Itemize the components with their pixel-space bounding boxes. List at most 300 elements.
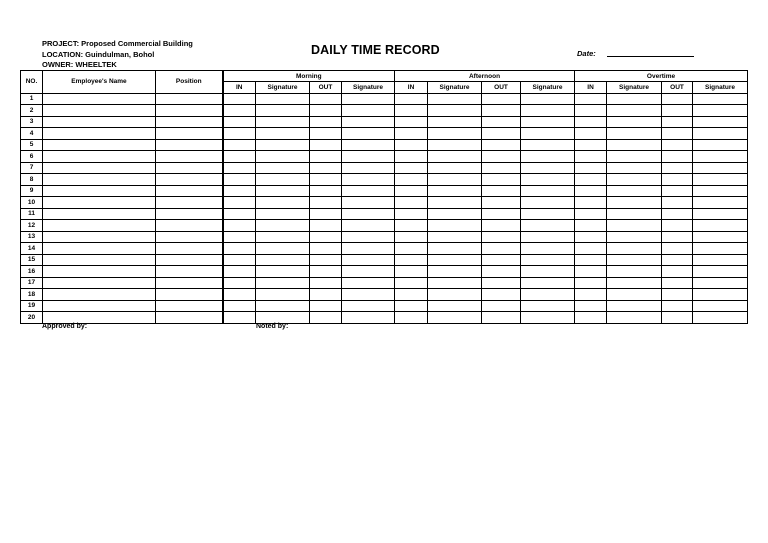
morning-signature-2-cell[interactable] <box>342 231 395 243</box>
overtime-in-cell[interactable] <box>575 312 607 324</box>
afternoon-signature-2-cell[interactable] <box>521 162 575 174</box>
table-row <box>21 208 748 220</box>
overtime-signature-cell[interactable] <box>607 185 662 197</box>
morning-out-cell[interactable] <box>310 312 342 324</box>
employee-name-cell[interactable] <box>43 220 156 232</box>
morning-signature-cell[interactable] <box>256 139 310 151</box>
afternoon-out-cell[interactable] <box>482 243 521 255</box>
afternoon-signature-cell[interactable] <box>428 254 482 266</box>
position-cell[interactable] <box>156 254 223 266</box>
morning-signature-cell[interactable] <box>256 300 310 312</box>
afternoon-out-cell[interactable] <box>482 174 521 186</box>
position-cell[interactable] <box>156 139 223 151</box>
overtime-signature-2-cell[interactable] <box>693 266 748 278</box>
overtime-out-cell[interactable] <box>662 162 693 174</box>
overtime-signature-cell[interactable] <box>607 128 662 140</box>
afternoon-signature-2-cell[interactable] <box>521 105 575 117</box>
afternoon-out-cell[interactable] <box>482 185 521 197</box>
morning-signature-2-cell[interactable] <box>342 266 395 278</box>
morning-signature-cell[interactable] <box>256 254 310 266</box>
overtime-signature-cell[interactable] <box>607 139 662 151</box>
afternoon-out-cell[interactable] <box>482 231 521 243</box>
afternoon-out-cell[interactable] <box>482 277 521 289</box>
overtime-signature-2-cell[interactable] <box>693 208 748 220</box>
table-row <box>21 289 748 301</box>
overtime-out-cell[interactable] <box>662 185 693 197</box>
morning-out-cell[interactable] <box>310 243 342 255</box>
employee-name-cell[interactable] <box>43 254 156 266</box>
overtime-signature-cell[interactable] <box>607 105 662 117</box>
afternoon-signature-cell[interactable] <box>428 208 482 220</box>
position-cell[interactable] <box>156 151 223 163</box>
morning-signature-2-cell[interactable] <box>342 128 395 140</box>
overtime-in-cell[interactable] <box>575 105 607 117</box>
table-row <box>21 174 748 186</box>
morning-signature-2-cell[interactable] <box>342 243 395 255</box>
morning-in-cell[interactable] <box>223 277 256 289</box>
employee-name-cell[interactable] <box>43 151 156 163</box>
morning-signature-cell[interactable] <box>256 312 310 324</box>
header-afternoon-signature: Signature <box>428 82 482 94</box>
morning-out-cell[interactable] <box>310 197 342 209</box>
position-cell[interactable] <box>156 197 223 209</box>
afternoon-out-cell[interactable] <box>482 93 521 105</box>
afternoon-in-cell[interactable] <box>395 197 428 209</box>
header-afternoon-in: IN <box>395 82 428 94</box>
morning-in-cell[interactable] <box>223 197 256 209</box>
overtime-signature-2-cell[interactable] <box>693 289 748 301</box>
morning-in-cell[interactable] <box>223 116 256 128</box>
afternoon-in-cell[interactable] <box>395 162 428 174</box>
morning-out-cell[interactable] <box>310 128 342 140</box>
morning-signature-2-cell[interactable] <box>342 277 395 289</box>
morning-in-cell[interactable] <box>223 220 256 232</box>
afternoon-signature-2-cell[interactable] <box>521 243 575 255</box>
employee-name-cell[interactable] <box>43 208 156 220</box>
morning-in-cell[interactable] <box>223 208 256 220</box>
morning-in-cell[interactable] <box>223 128 256 140</box>
employee-name-cell[interactable] <box>43 231 156 243</box>
afternoon-in-cell[interactable] <box>395 128 428 140</box>
overtime-out-cell[interactable] <box>662 254 693 266</box>
morning-signature-cell[interactable] <box>256 197 310 209</box>
morning-out-cell[interactable] <box>310 254 342 266</box>
morning-signature-cell[interactable] <box>256 185 310 197</box>
afternoon-in-cell[interactable] <box>395 151 428 163</box>
afternoon-signature-cell[interactable] <box>428 312 482 324</box>
overtime-out-cell[interactable] <box>662 174 693 186</box>
afternoon-signature-2-cell[interactable] <box>521 197 575 209</box>
date-field[interactable] <box>607 56 694 57</box>
overtime-signature-cell[interactable] <box>607 151 662 163</box>
morning-signature-cell[interactable] <box>256 174 310 186</box>
morning-out-cell[interactable] <box>310 116 342 128</box>
overtime-out-cell[interactable] <box>662 116 693 128</box>
overtime-in-cell[interactable] <box>575 116 607 128</box>
afternoon-signature-cell[interactable] <box>428 174 482 186</box>
position-cell[interactable] <box>156 116 223 128</box>
overtime-signature-cell[interactable] <box>607 289 662 301</box>
table-row <box>21 93 748 105</box>
afternoon-signature-cell[interactable] <box>428 243 482 255</box>
overtime-signature-cell[interactable] <box>607 220 662 232</box>
afternoon-in-cell[interactable] <box>395 231 428 243</box>
position-cell[interactable] <box>156 312 223 324</box>
overtime-in-cell[interactable] <box>575 231 607 243</box>
afternoon-signature-2-cell[interactable] <box>521 266 575 278</box>
position-cell[interactable] <box>156 93 223 105</box>
afternoon-out-cell[interactable] <box>482 128 521 140</box>
afternoon-out-cell[interactable] <box>482 208 521 220</box>
position-cell[interactable] <box>156 105 223 117</box>
morning-signature-cell[interactable] <box>256 243 310 255</box>
position-cell[interactable] <box>156 208 223 220</box>
overtime-signature-cell[interactable] <box>607 208 662 220</box>
position-cell[interactable] <box>156 289 223 301</box>
position-cell[interactable] <box>156 220 223 232</box>
afternoon-in-cell[interactable] <box>395 139 428 151</box>
position-cell[interactable] <box>156 300 223 312</box>
overtime-in-cell[interactable] <box>575 93 607 105</box>
header-overtime-signature-2: Signature <box>693 82 748 94</box>
overtime-signature-2-cell[interactable] <box>693 174 748 186</box>
afternoon-signature-cell[interactable] <box>428 105 482 117</box>
afternoon-out-cell[interactable] <box>482 162 521 174</box>
morning-signature-2-cell[interactable] <box>342 151 395 163</box>
afternoon-signature-2-cell[interactable] <box>521 208 575 220</box>
overtime-in-cell[interactable] <box>575 185 607 197</box>
morning-signature-cell[interactable] <box>256 231 310 243</box>
overtime-in-cell[interactable] <box>575 128 607 140</box>
afternoon-signature-2-cell[interactable] <box>521 151 575 163</box>
overtime-out-cell[interactable] <box>662 312 693 324</box>
afternoon-in-cell[interactable] <box>395 312 428 324</box>
table-row <box>21 277 748 289</box>
overtime-out-cell[interactable] <box>662 220 693 232</box>
overtime-in-cell[interactable] <box>575 220 607 232</box>
morning-out-cell[interactable] <box>310 105 342 117</box>
morning-in-cell[interactable] <box>223 266 256 278</box>
afternoon-signature-2-cell[interactable] <box>521 312 575 324</box>
afternoon-out-cell[interactable] <box>482 254 521 266</box>
morning-signature-2-cell[interactable] <box>342 220 395 232</box>
afternoon-out-cell[interactable] <box>482 312 521 324</box>
afternoon-in-cell[interactable] <box>395 105 428 117</box>
overtime-in-cell[interactable] <box>575 300 607 312</box>
overtime-out-cell[interactable] <box>662 277 693 289</box>
position-cell[interactable] <box>156 128 223 140</box>
overtime-signature-cell[interactable] <box>607 231 662 243</box>
afternoon-signature-cell[interactable] <box>428 162 482 174</box>
employee-name-cell[interactable] <box>43 266 156 278</box>
overtime-signature-2-cell[interactable] <box>693 220 748 232</box>
overtime-signature-2-cell[interactable] <box>693 162 748 174</box>
morning-out-cell[interactable] <box>310 162 342 174</box>
afternoon-in-cell[interactable] <box>395 93 428 105</box>
morning-signature-2-cell[interactable] <box>342 312 395 324</box>
afternoon-signature-cell[interactable] <box>428 93 482 105</box>
morning-in-cell[interactable] <box>223 105 256 117</box>
overtime-out-cell[interactable] <box>662 231 693 243</box>
overtime-in-cell[interactable] <box>575 277 607 289</box>
employee-name-cell[interactable] <box>43 312 156 324</box>
row-number: 19 <box>21 300 43 312</box>
overtime-signature-2-cell[interactable] <box>693 277 748 289</box>
afternoon-signature-cell[interactable] <box>428 197 482 209</box>
morning-in-cell[interactable] <box>223 289 256 301</box>
overtime-out-cell[interactable] <box>662 243 693 255</box>
morning-out-cell[interactable] <box>310 231 342 243</box>
morning-out-cell[interactable] <box>310 208 342 220</box>
overtime-signature-2-cell[interactable] <box>693 254 748 266</box>
afternoon-signature-cell[interactable] <box>428 300 482 312</box>
employee-name-cell[interactable] <box>43 128 156 140</box>
overtime-signature-cell[interactable] <box>607 162 662 174</box>
date-label: Date: <box>577 49 596 58</box>
employee-name-cell[interactable] <box>43 93 156 105</box>
overtime-in-cell[interactable] <box>575 254 607 266</box>
overtime-signature-cell[interactable] <box>607 243 662 255</box>
employee-name-cell[interactable] <box>43 139 156 151</box>
afternoon-out-cell[interactable] <box>482 105 521 117</box>
afternoon-signature-cell[interactable] <box>428 185 482 197</box>
employee-name-cell[interactable] <box>43 300 156 312</box>
afternoon-signature-cell[interactable] <box>428 139 482 151</box>
afternoon-out-cell[interactable] <box>482 289 521 301</box>
overtime-signature-2-cell[interactable] <box>693 105 748 117</box>
afternoon-signature-2-cell[interactable] <box>521 139 575 151</box>
overtime-signature-cell[interactable] <box>607 266 662 278</box>
morning-signature-cell[interactable] <box>256 128 310 140</box>
position-cell[interactable] <box>156 162 223 174</box>
morning-in-cell[interactable] <box>223 254 256 266</box>
afternoon-signature-cell[interactable] <box>428 128 482 140</box>
position-cell[interactable] <box>156 174 223 186</box>
afternoon-out-cell[interactable] <box>482 197 521 209</box>
overtime-out-cell[interactable] <box>662 105 693 117</box>
afternoon-signature-2-cell[interactable] <box>521 185 575 197</box>
overtime-in-cell[interactable] <box>575 289 607 301</box>
overtime-signature-cell[interactable] <box>607 254 662 266</box>
afternoon-in-cell[interactable] <box>395 289 428 301</box>
position-cell[interactable] <box>156 277 223 289</box>
afternoon-signature-cell[interactable] <box>428 277 482 289</box>
morning-out-cell[interactable] <box>310 266 342 278</box>
employee-name-cell[interactable] <box>43 243 156 255</box>
overtime-out-cell[interactable] <box>662 139 693 151</box>
overtime-out-cell[interactable] <box>662 93 693 105</box>
afternoon-signature-cell[interactable] <box>428 231 482 243</box>
overtime-in-cell[interactable] <box>575 174 607 186</box>
afternoon-signature-2-cell[interactable] <box>521 277 575 289</box>
afternoon-signature-2-cell[interactable] <box>521 174 575 186</box>
header-morning-out: OUT <box>310 82 342 94</box>
overtime-signature-2-cell[interactable] <box>693 128 748 140</box>
morning-signature-2-cell[interactable] <box>342 300 395 312</box>
morning-out-cell[interactable] <box>310 93 342 105</box>
morning-signature-2-cell[interactable] <box>342 289 395 301</box>
morning-in-cell[interactable] <box>223 162 256 174</box>
morning-out-cell[interactable] <box>310 300 342 312</box>
morning-signature-cell[interactable] <box>256 162 310 174</box>
morning-signature-cell[interactable] <box>256 220 310 232</box>
morning-out-cell[interactable] <box>310 220 342 232</box>
afternoon-signature-2-cell[interactable] <box>521 254 575 266</box>
row-number: 4 <box>21 128 43 140</box>
overtime-signature-2-cell[interactable] <box>693 151 748 163</box>
morning-in-cell[interactable] <box>223 93 256 105</box>
overtime-in-cell[interactable] <box>575 162 607 174</box>
morning-in-cell[interactable] <box>223 151 256 163</box>
afternoon-signature-2-cell[interactable] <box>521 231 575 243</box>
morning-in-cell[interactable] <box>223 231 256 243</box>
afternoon-in-cell[interactable] <box>395 300 428 312</box>
overtime-out-cell[interactable] <box>662 289 693 301</box>
morning-signature-cell[interactable] <box>256 93 310 105</box>
afternoon-signature-cell[interactable] <box>428 289 482 301</box>
morning-signature-cell[interactable] <box>256 151 310 163</box>
overtime-out-cell[interactable] <box>662 151 693 163</box>
overtime-out-cell[interactable] <box>662 197 693 209</box>
afternoon-in-cell[interactable] <box>395 208 428 220</box>
morning-in-cell[interactable] <box>223 185 256 197</box>
employee-name-cell[interactable] <box>43 116 156 128</box>
morning-out-cell[interactable] <box>310 289 342 301</box>
overtime-signature-cell[interactable] <box>607 312 662 324</box>
afternoon-signature-cell[interactable] <box>428 151 482 163</box>
morning-signature-cell[interactable] <box>256 116 310 128</box>
afternoon-out-cell[interactable] <box>482 300 521 312</box>
afternoon-out-cell[interactable] <box>482 220 521 232</box>
overtime-signature-2-cell[interactable] <box>693 300 748 312</box>
afternoon-signature-cell[interactable] <box>428 266 482 278</box>
morning-signature-2-cell[interactable] <box>342 174 395 186</box>
afternoon-in-cell[interactable] <box>395 185 428 197</box>
overtime-signature-2-cell[interactable] <box>693 197 748 209</box>
overtime-signature-2-cell[interactable] <box>693 139 748 151</box>
overtime-in-cell[interactable] <box>575 266 607 278</box>
overtime-in-cell[interactable] <box>575 197 607 209</box>
overtime-signature-2-cell[interactable] <box>693 243 748 255</box>
afternoon-in-cell[interactable] <box>395 116 428 128</box>
afternoon-signature-2-cell[interactable] <box>521 116 575 128</box>
header-overtime-in: IN <box>575 82 607 94</box>
overtime-signature-2-cell[interactable] <box>693 312 748 324</box>
overtime-in-cell[interactable] <box>575 208 607 220</box>
employee-name-cell[interactable] <box>43 105 156 117</box>
overtime-in-cell[interactable] <box>575 151 607 163</box>
table-row <box>21 197 748 209</box>
overtime-signature-2-cell[interactable] <box>693 185 748 197</box>
time-record-table <box>20 70 748 324</box>
morning-signature-2-cell[interactable] <box>342 116 395 128</box>
position-cell[interactable] <box>156 185 223 197</box>
afternoon-in-cell[interactable] <box>395 243 428 255</box>
overtime-out-cell[interactable] <box>662 266 693 278</box>
afternoon-in-cell[interactable] <box>395 266 428 278</box>
morning-in-cell[interactable] <box>223 312 256 324</box>
overtime-signature-cell[interactable] <box>607 93 662 105</box>
afternoon-in-cell[interactable] <box>395 220 428 232</box>
row-number: 5 <box>21 139 43 151</box>
afternoon-in-cell[interactable] <box>395 254 428 266</box>
employee-name-cell[interactable] <box>43 162 156 174</box>
morning-signature-2-cell[interactable] <box>342 139 395 151</box>
table-row <box>21 151 748 163</box>
morning-in-cell[interactable] <box>223 243 256 255</box>
afternoon-signature-cell[interactable] <box>428 220 482 232</box>
afternoon-signature-2-cell[interactable] <box>521 300 575 312</box>
overtime-signature-2-cell[interactable] <box>693 231 748 243</box>
afternoon-signature-cell[interactable] <box>428 116 482 128</box>
morning-signature-2-cell[interactable] <box>342 208 395 220</box>
morning-signature-cell[interactable] <box>256 266 310 278</box>
morning-signature-cell[interactable] <box>256 105 310 117</box>
morning-signature-2-cell[interactable] <box>342 254 395 266</box>
morning-out-cell[interactable] <box>310 174 342 186</box>
position-cell[interactable] <box>156 231 223 243</box>
employee-name-cell[interactable] <box>43 277 156 289</box>
morning-signature-2-cell[interactable] <box>342 93 395 105</box>
afternoon-out-cell[interactable] <box>482 151 521 163</box>
employee-name-cell[interactable] <box>43 289 156 301</box>
overtime-out-cell[interactable] <box>662 300 693 312</box>
position-cell[interactable] <box>156 266 223 278</box>
overtime-signature-cell[interactable] <box>607 197 662 209</box>
morning-in-cell[interactable] <box>223 139 256 151</box>
overtime-in-cell[interactable] <box>575 243 607 255</box>
morning-signature-2-cell[interactable] <box>342 105 395 117</box>
morning-out-cell[interactable] <box>310 277 342 289</box>
employee-name-cell[interactable] <box>43 185 156 197</box>
overtime-signature-cell[interactable] <box>607 116 662 128</box>
table-row <box>21 266 748 278</box>
afternoon-out-cell[interactable] <box>482 266 521 278</box>
overtime-signature-2-cell[interactable] <box>693 93 748 105</box>
afternoon-signature-2-cell[interactable] <box>521 289 575 301</box>
afternoon-out-cell[interactable] <box>482 116 521 128</box>
morning-out-cell[interactable] <box>310 185 342 197</box>
afternoon-in-cell[interactable] <box>395 277 428 289</box>
afternoon-signature-2-cell[interactable] <box>521 93 575 105</box>
employee-name-cell[interactable] <box>43 197 156 209</box>
header-morning-in: IN <box>223 82 256 94</box>
overtime-signature-2-cell[interactable] <box>693 116 748 128</box>
overtime-signature-cell[interactable] <box>607 174 662 186</box>
morning-signature-2-cell[interactable] <box>342 197 395 209</box>
overtime-signature-cell[interactable] <box>607 300 662 312</box>
morning-signature-2-cell[interactable] <box>342 162 395 174</box>
morning-signature-2-cell[interactable] <box>342 185 395 197</box>
afternoon-out-cell[interactable] <box>482 139 521 151</box>
afternoon-signature-2-cell[interactable] <box>521 128 575 140</box>
morning-out-cell[interactable] <box>310 151 342 163</box>
overtime-signature-cell[interactable] <box>607 277 662 289</box>
morning-signature-cell[interactable] <box>256 208 310 220</box>
employee-name-cell[interactable] <box>43 174 156 186</box>
morning-signature-cell[interactable] <box>256 277 310 289</box>
morning-signature-cell[interactable] <box>256 289 310 301</box>
afternoon-in-cell[interactable] <box>395 174 428 186</box>
overtime-out-cell[interactable] <box>662 128 693 140</box>
afternoon-signature-2-cell[interactable] <box>521 220 575 232</box>
morning-out-cell[interactable] <box>310 139 342 151</box>
morning-in-cell[interactable] <box>223 174 256 186</box>
position-cell[interactable] <box>156 243 223 255</box>
overtime-in-cell[interactable] <box>575 139 607 151</box>
overtime-out-cell[interactable] <box>662 208 693 220</box>
morning-in-cell[interactable] <box>223 300 256 312</box>
